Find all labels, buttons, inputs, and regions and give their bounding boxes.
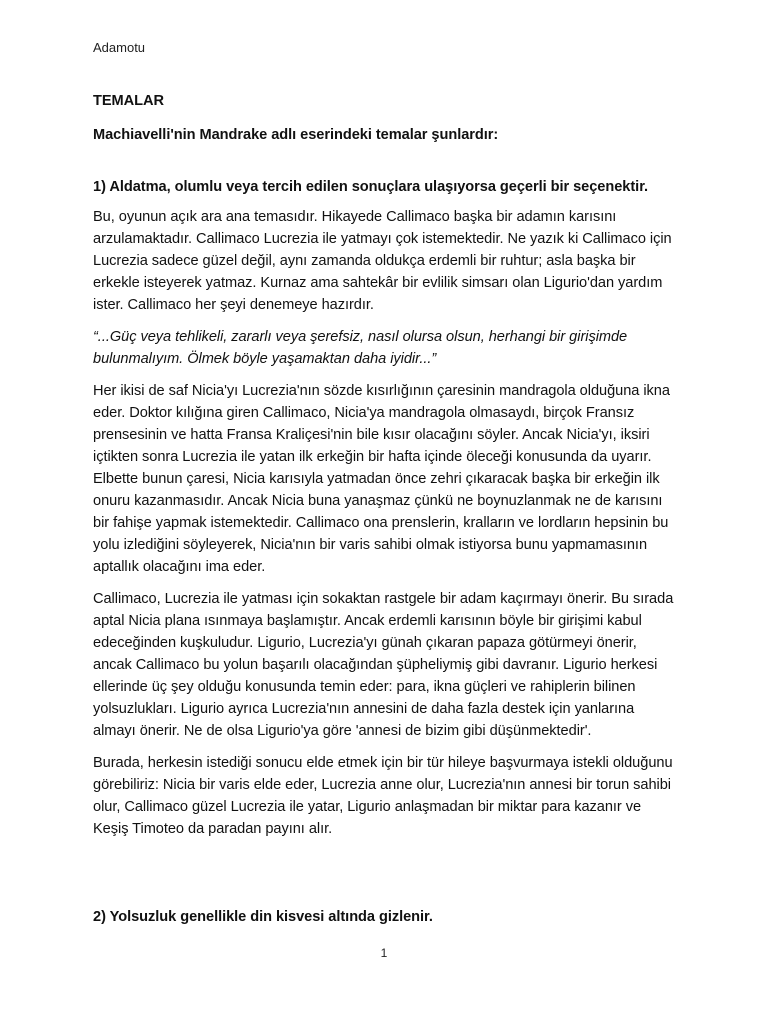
document-body <box>93 90 678 936</box>
section-spacer <box>93 850 678 906</box>
paragraph-intro: Bu, oyunun açık ara ana temasıdır. Hikayede Callimaco başka bir adamın karısını arzulamaktadır. Callimaco Lucrezia ile yatmayı çok istemektedir. Ne yazık ki Callimaco için Lucrezia sadece güzel değil, aynı zamanda oldukça erdemli bir ruhtur; asla başka bir erkekle isteyerek yatmaz. Kurnaz ama sahtekâr bir evlilik simsarı olan Ligurio'dan yardım ister. Callimaco her şeyi denemeye hazırdır. <box>93 209 672 313</box>
section-1-heading: 1) Aldatma, olumlu veya tercih edilen sonuçlara ulaşıyorsa geçerli bir seçenektir. <box>93 179 649 195</box>
document-subtitle: Machiavelli'nin Mandrake adlı eserindeki temalar şunlardır: <box>93 127 499 143</box>
paragraph-quote: “...Güç veya tehlikeli, zararlı veya şerefsiz, nasıl olursa olsun, herhangi bir girişimde bulunmalıyım. Ölmek böyle yaşamaktan daha iyidir...” <box>93 329 628 367</box>
document-title: TEMALAR <box>93 93 164 109</box>
page-header-author: Adamotu <box>93 40 146 55</box>
paragraph-conclusion: Burada, herkesin istediği sonucu elde etmek için bir tür hileye başvurmaya istekli olduğunu görebiliriz: Nicia bir varis elde eder, Lucrezia anne olur, Lucrezia'nın annesi bir torun sahibi olur, Callimaco güzel Lucrezia ile yatar, Ligurio anlaşmadan bir miktar para kazanır ve Keşiş Timoteo da paradan payını alır. <box>93 755 673 837</box>
page-number: 1 <box>380 946 388 960</box>
section-2-heading: 2) Yolsuzluk genellikle din kisvesi altında gizlenir. <box>93 909 433 925</box>
paragraph-nicia: Her ikisi de saf Nicia'yı Lucrezia'nın sözde kısırlığının çaresinin mandragola olduğuna ikna eder. Doktor kılığına giren Callimaco, Nicia'ya mandragola olmasaydı, birçok Fransız prensesinin ve hatta Fransa Kraliçesi'nin bile kısır olacağını söyler. Ancak Nicia'yı, iksiri içtikten sonra Lucrezia ile yatan ilk erkeğin bir hafta içinde öleceği konusunda da uyarır. Elbette bunun çaresi, Nicia karısıyla yatmadan önce zehri çıkaracak başka bir erkeğin ilk onuru kazanmasıdır. Ancak Nicia buna yanaşmaz çünkü ne boynuzlanmak ne de karısını bir fahişe yapmak istemektedir. Callimaco ona prenslerin, kralların ve lordların hepsinin bu yolu izlediğini söyleyerek, Nicia'nın bir varis sahibi olmak istiyorsa bunu yapmamasının aptallık olacağını ima eder. <box>93 383 670 575</box>
paragraph-plan: Callimaco, Lucrezia ile yatması için sokaktan rastgele bir adam kaçırmayı önerir. Bu sırada aptal Nicia plana ısınmaya başlamıştır. Ancak erdemli karısının böyle bir girişimi kabul edeceğinden kuşkuludur. Ligurio, Lucrezia'yı günah çıkaran papaza götürmeyi önerir, ancak Callimaco bu yolun başarılı olacağından şüpheliymiş gibi davranır. Ligurio herkesi ellerinde üç şey olduğu konusunda temin eder: para, ikna güçleri ve rahiplerin bilinen yolsuzlukları. Ligurio ayrıca Lucrezia'nın annesini de daha fazla destek için yanlarına almayı önerir. Ne de olsa Ligurio'ya göre 'annesi de bizim gibi düşünmektedir'. <box>93 591 674 739</box>
